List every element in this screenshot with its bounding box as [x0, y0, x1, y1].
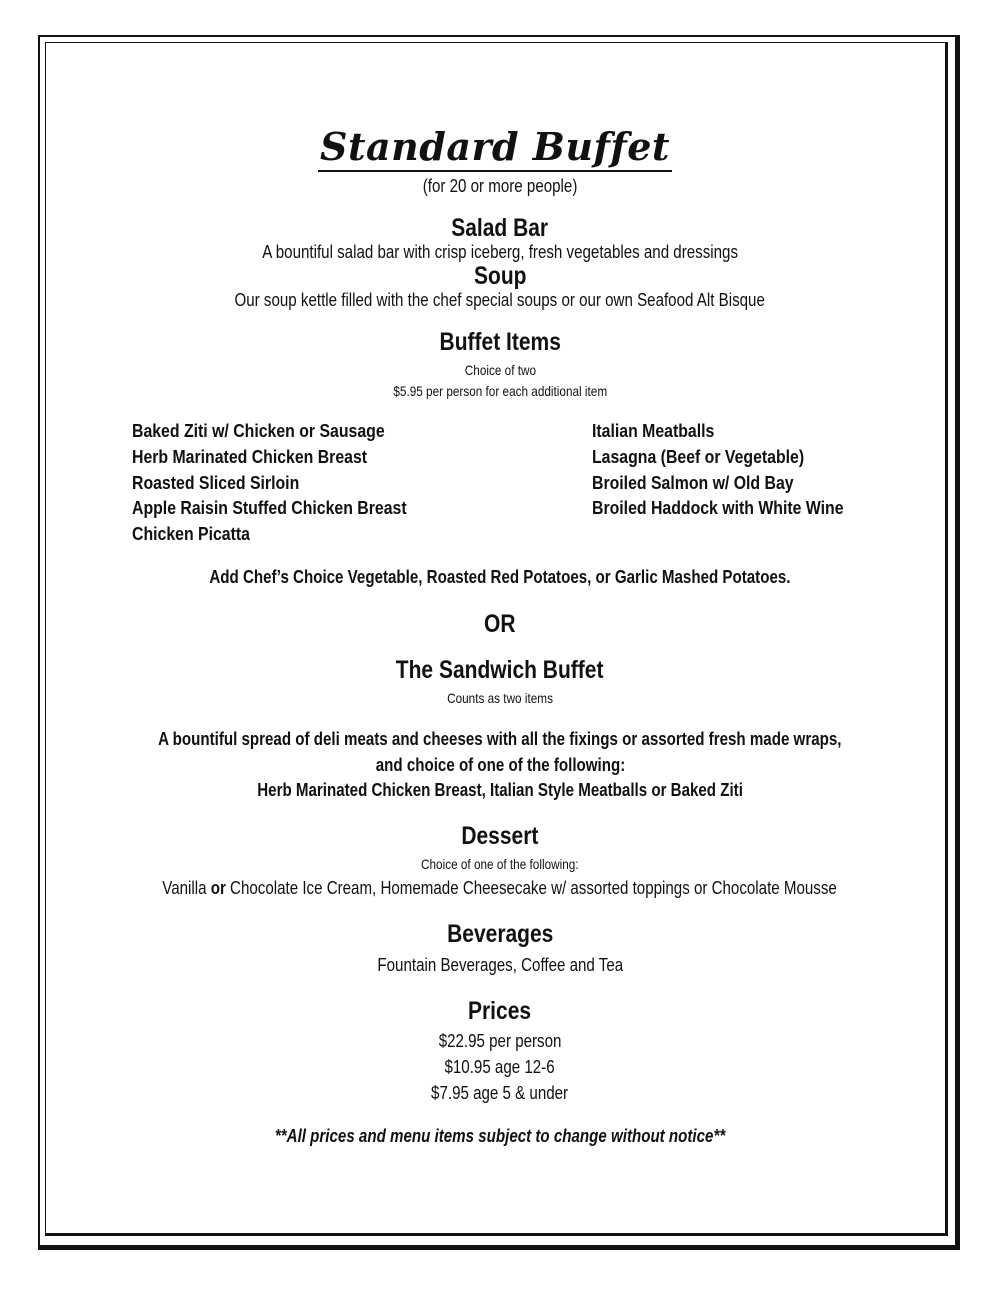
sandwich-line-3: Herb Marinated Chicken Breast, Italian Style Meatballs or Baked Ziti	[257, 780, 743, 800]
buffet-items-note: Choice of two	[464, 362, 536, 378]
list-item: Apple Raisin Stuffed Chicken Breast	[132, 498, 407, 519]
sandwich-line-2: and choice of one of the following:	[375, 755, 625, 775]
buffet-items-right-list	[592, 419, 878, 522]
list-item: Broiled Salmon w/ Old Bay	[592, 472, 794, 493]
price-adult: $22.95 per person	[438, 1031, 562, 1051]
salad-bar-heading: Salad Bar	[451, 214, 549, 242]
buffet-items-price-note: $5.95 per person for each additional item	[393, 383, 607, 399]
dessert-options: Vanilla or Chocolate Ice Cream, Homemade Cheesecake w/ assorted toppings or Chocolate Mousse	[162, 878, 838, 898]
prices-heading: Prices	[468, 997, 532, 1025]
menu-title: Standard Buffet	[0, 124, 990, 169]
buffet-items-left-list	[132, 419, 444, 548]
dessert-note: Choice of one of the following:	[421, 856, 579, 872]
sandwich-note: Counts as two items	[447, 690, 553, 706]
salad-bar-description: A bountiful salad bar with crisp iceberg, fresh vegetables and dressings	[262, 242, 738, 262]
buffet-items-heading: Buffet Items	[439, 328, 561, 356]
list-item: Herb Marinated Chicken Breast	[132, 446, 368, 467]
price-child: $10.95 age 12-6	[444, 1057, 556, 1077]
list-item: Baked Ziti w/ Chicken or Sausage	[132, 421, 385, 441]
list-item: Chicken Picatta	[132, 524, 250, 545]
soup-description: Our soup kettle filled with the chef special soups or our own Seafood Alt Bisque	[234, 290, 766, 310]
dessert-heading: Dessert	[461, 822, 539, 850]
list-item: Broiled Haddock with White Wine	[592, 498, 844, 519]
sandwich-line-1: A bountiful spread of deli meats and cheeses with all the fixings or assorted fresh made wraps,	[158, 729, 842, 749]
list-item: Lasagna (Beef or Vegetable)	[592, 446, 805, 467]
sides-line: Add Chef’s Choice Vegetable, Roasted Red Potatoes, or Garlic Mashed Potatoes.	[209, 567, 791, 587]
disclaimer: **All prices and menu items subject to change without notice**	[274, 1126, 726, 1146]
beverages-heading: Beverages	[446, 920, 554, 948]
beverages-text: Fountain Beverages, Coffee and Tea	[377, 955, 623, 975]
price-young-child: $7.95 age 5 & under	[431, 1083, 569, 1103]
menu-subtitle: (for 20 or more people)	[422, 176, 578, 196]
soup-heading: Soup	[473, 262, 527, 290]
sandwich-heading: The Sandwich Buffet	[396, 656, 604, 684]
list-item: Italian Meatballs	[592, 421, 715, 441]
or-divider: OR	[484, 610, 516, 638]
list-item: Roasted Sliced Sirloin	[132, 472, 300, 493]
